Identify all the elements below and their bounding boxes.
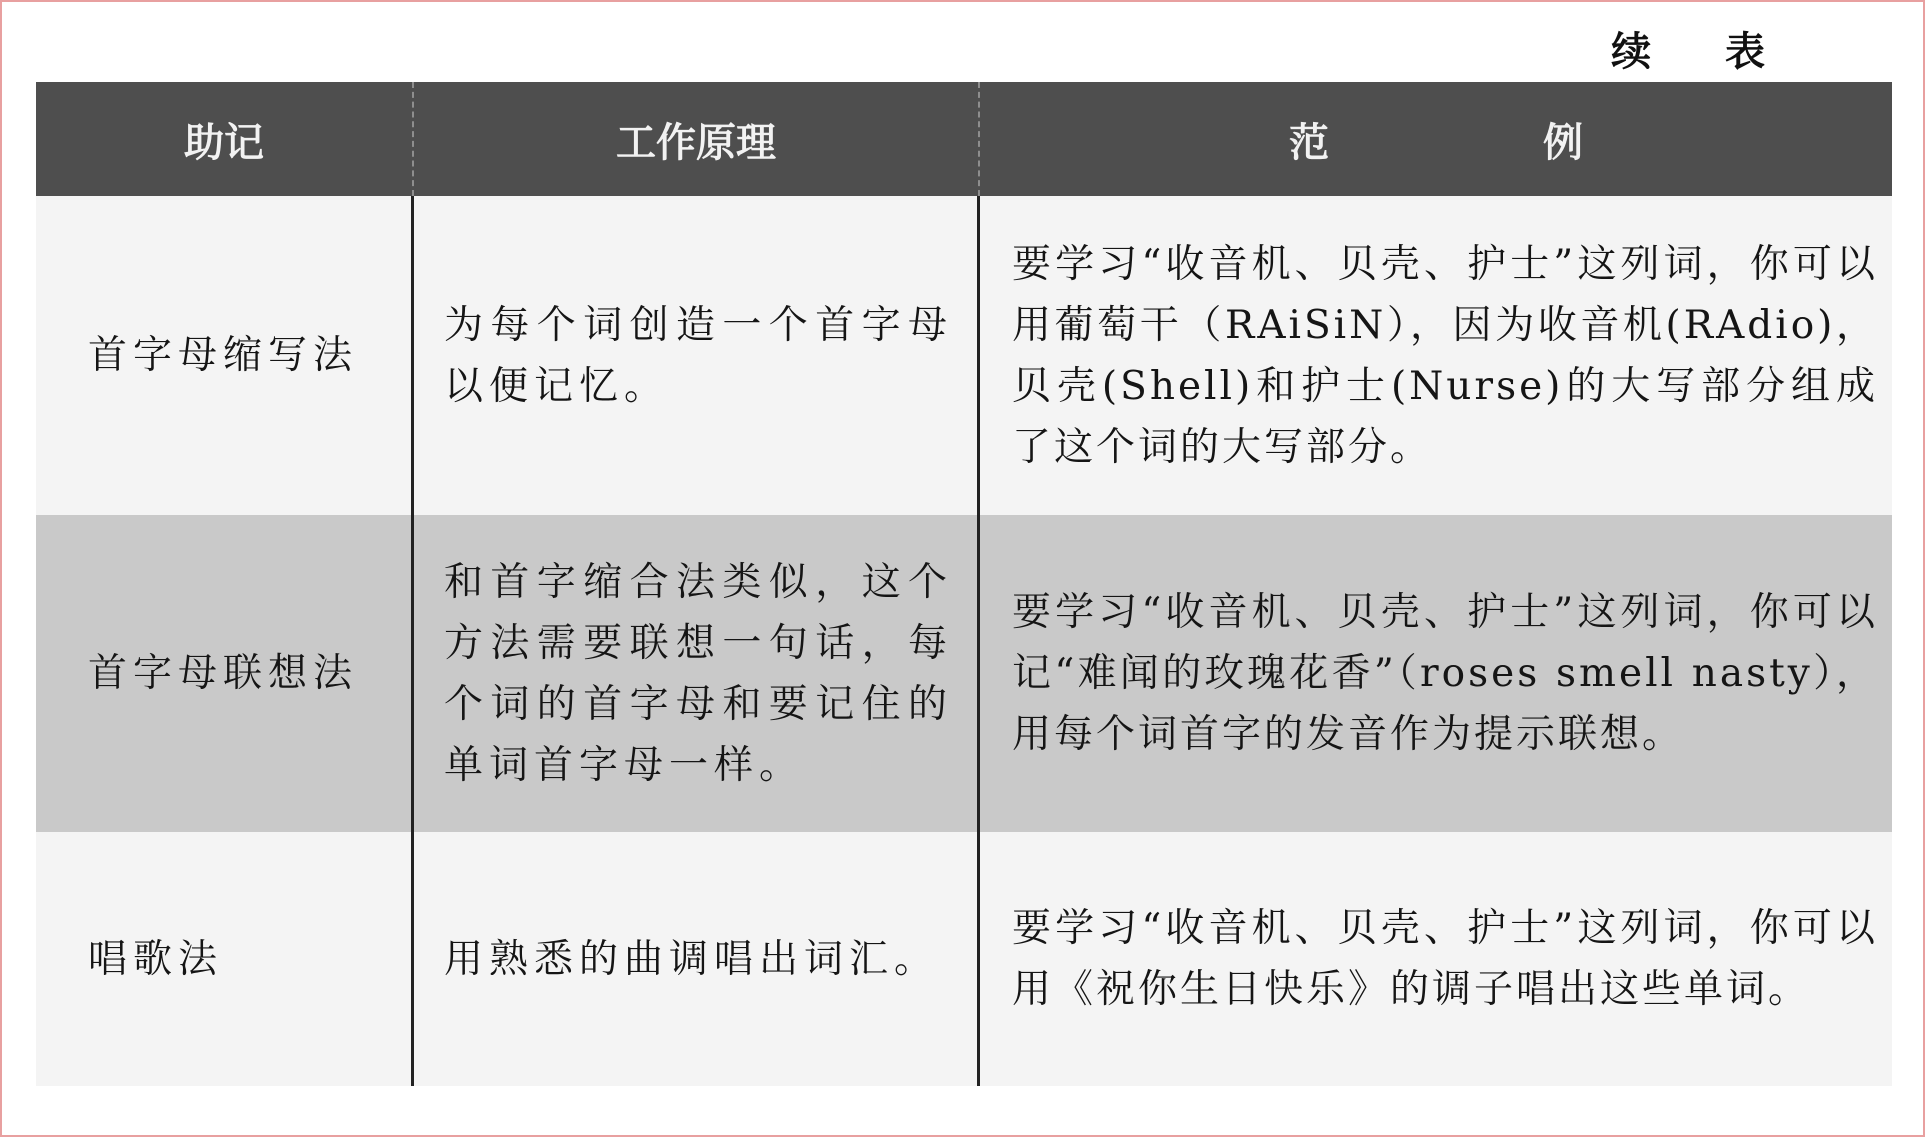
table-row [36,832,1892,1086]
example-cell [980,832,1892,1086]
table-header-row [36,82,1892,196]
principle-text: 和首字缩合法类似，这个方法需要联想一句话，每个词的首字母和要记住的单词首字母一样。 [444,559,953,788]
mnemonic-cell [36,515,414,832]
principle-cell [414,196,980,515]
example-text: 要学习“收音机、贝壳、护士”这列词，你可以记“难闻的玫瑰花香”（roses smell nasty），用每个词首字的发音作为提示联想。 [1012,590,1878,757]
principle-text: 为每个词创造一个首字母以便记忆。 [444,302,953,409]
mnemonic-name: 首字母联想法 [88,651,359,696]
example-cell [980,515,1892,832]
continued-label: 续 表 [1611,28,1795,75]
table-row [36,515,1892,832]
header-examples: 范 例 [1289,118,1683,166]
principle-cell [414,832,980,1086]
mnemonics-table [36,82,1892,1086]
example-text: 要学习“收音机、贝壳、护士”这列词，你可以用《祝你生日快乐》的调子唱出这些单词。 [1012,906,1878,1012]
header-principle: 工作原理 [414,82,980,196]
example-cell [980,196,1892,515]
header-mnemonic: 助记 [36,82,414,196]
principle-text: 用熟悉的曲调唱出词汇。 [444,936,940,982]
example-text: 要学习“收音机、贝壳、护士”这列词，你可以用葡萄干（RAiSiN），因为收音机(RAdio)，贝壳(Shell)和护士(Nurse)的大写部分组成了这个词的大写部分。 [1012,241,1878,470]
principle-cell [414,515,980,832]
mnemonic-name: 首字母缩写法 [88,333,359,378]
mnemonic-cell [36,832,414,1086]
mnemonic-name: 唱歌法 [88,936,224,982]
table-row [36,196,1892,515]
mnemonic-cell [36,196,414,515]
